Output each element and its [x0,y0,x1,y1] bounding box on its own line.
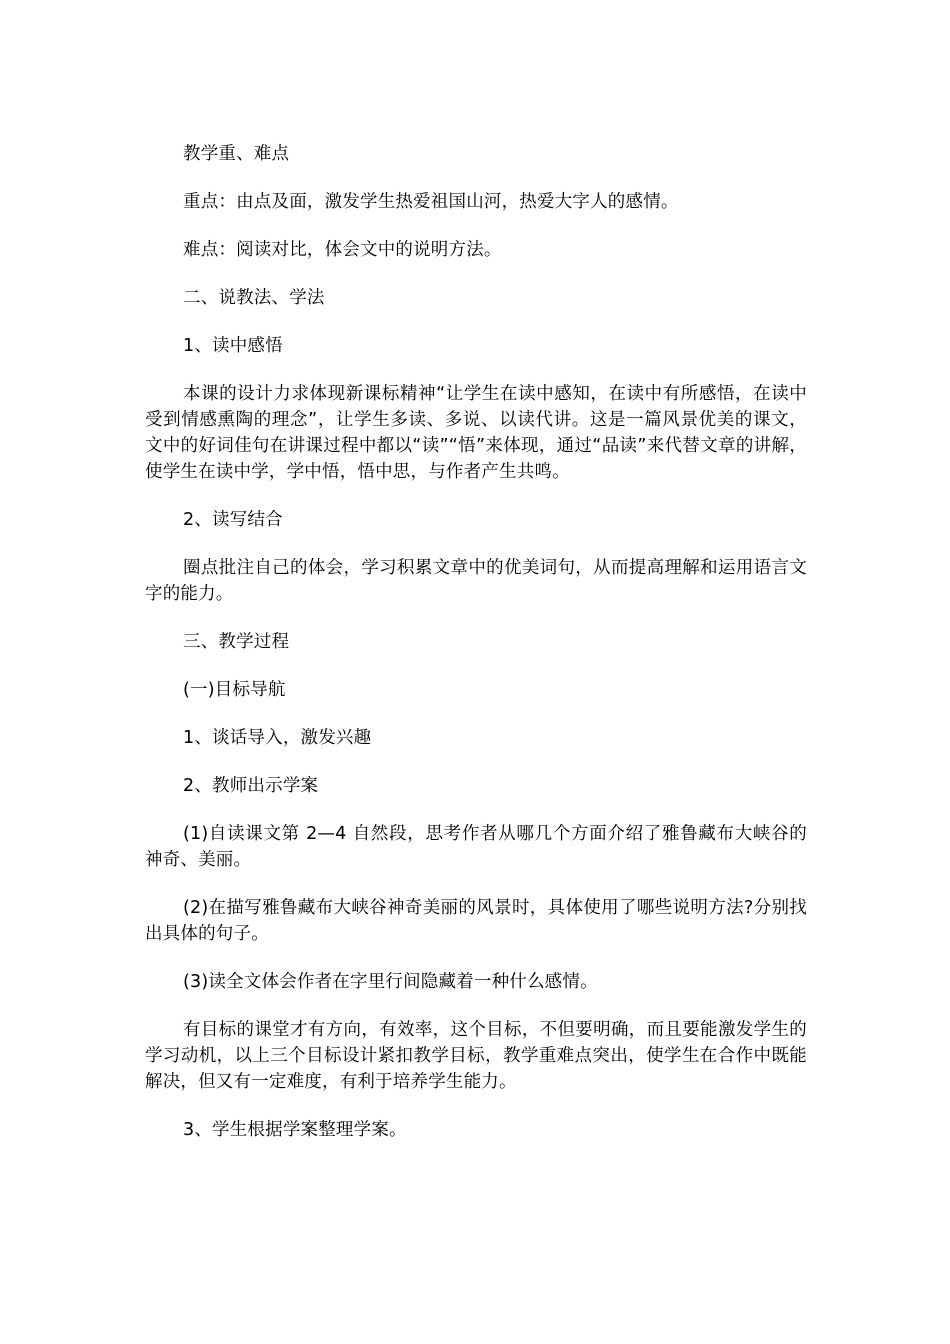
difficult-point-paragraph: 难点：阅读对比，体会文中的说明方法。 [183,240,502,260]
list-item-introduction: 1、谈话导入，激发兴趣 [183,728,372,748]
section-heading-methods: 二、说教法、学法 [183,288,325,308]
heading-key-points: 教学重、难点 [183,144,290,164]
list-item-organize-guide: 3、学生根据学案整理学案。 [183,1120,407,1140]
body-paragraph-reading-insight: 本课的设计力求体现新课标精神“让学生在读中感知，在读中有所感悟，在读中受到情感熏陶的理念”，让学生多读、多说、以读代讲。这是一篇风景优美的课文，文中的好词佳句在讲课过程中都以“读”“悟”来体现，通过“品读”来代替文章的讲解，使学生在读中学，学中悟，悟中思，与作者产生共鸣。 [145,384,807,482]
list-item-study-guide: 2、教师出示学案 [183,776,319,796]
task-item-1: (1)自读课文第 2—4 自然段，思考作者从哪几个方面介绍了雅鲁藏布大峡谷的神奇、美丽。 [145,824,807,870]
key-point-paragraph: 重点：由点及面，激发学生热爱祖国山河，热爱大字人的感情。 [183,192,679,212]
document-body [145,141,807,1143]
section-heading-process: 三、教学过程 [183,632,290,652]
task-item-3: (3)读全文体会作者在字里行间隐藏着一种什么感情。 [183,972,598,992]
task-item-2: (2)在描写雅鲁藏布大峡谷神奇美丽的风景时，具体使用了哪些说明方法?分别找出具体的句子。 [145,898,807,944]
body-paragraph-annotation: 圈点批注自己的体会，学习积累文章中的优美词句，从而提高理解和运用语言文字的能力。 [145,558,807,604]
subheading-reading-insight: 1、读中感悟 [183,336,283,356]
body-paragraph-goals: 有目标的课堂才有方向，有效率，这个目标，不但要明确，而且要能激发学生的学习动机，以上三个目标设计紧扣教学目标，教学重难点突出，使学生在合作中既能解决，但又有一定难度，有利于培养学生能力。 [145,1020,807,1092]
subheading-reading-writing: 2、读写结合 [183,510,283,530]
subheading-goal-navigation: (一)目标导航 [183,680,286,700]
